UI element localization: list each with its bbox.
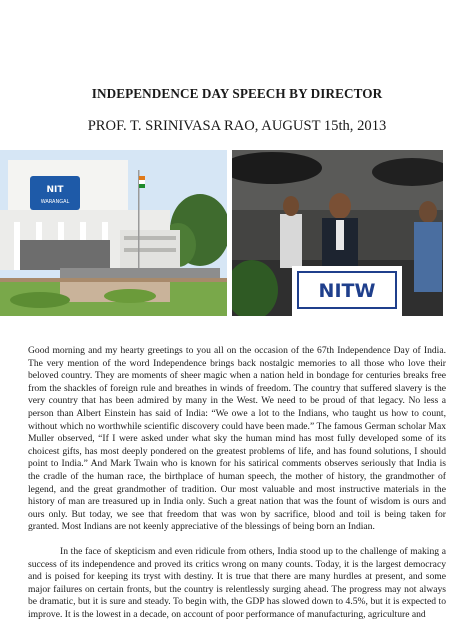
campus-building-photo bbox=[0, 150, 227, 316]
speech-paragraph-2: In the face of skepticism and even ridicule from others, India stood up to the challenge of making a success of its independence and proved its critics wrong on many counts. Today, it is the largest democracy and is poised for keeping its tryst with destiny. It is true that there are many hurdles at present, and some major failures on certain fronts, but the country is relentlessly surging ahead. The progress may not always be dramatic, but it is sure and steady. To begin with, the GDP has slowed down to 4.5%, but it is expected to improve. It is the lowest in a decade, on account of poor performance of manufacturing, agriculture and bbox=[28, 545, 446, 620]
speech-paragraph-1: Good morning and my hearty greetings to you all on the occasion of the 67th Independence Day of India. The very mention of the word Independence brings back nostalgic memories to all those who love their beloved country. They are moments of sheer magic when a nation held in bondage for centuries breaks free from the shackles of foreign rule and breathes in winds of freedom. The country that suffered slavery is the very country that has been admired by many in the West. We need to be proud of that legacy. No less a person than Albert Einstein has said of India: “We owe a lot to the Indians, who taught us how to count, without which no worthwhile scientific discovery could have been made.” The famous German scholar Max Muller observed, “If I were asked under what sky the human mind has most fully developed some of its choicest gifts, has most deeply pondered on the greatest problems of life, and has found solutions, I should point to India.” And Mark Twain who is known for his satirical comments observes seriously that India is the cradle of the human race, the birthplace of human speech, the mother of history, the grandmother of legend, and the great grandmother of tradition. Our most valuable and most instructive materials in the history of man are treasured up in India only. Such a great nation that was the fount of wisdom is ours and ours only. But today, we see that freedom that was won by sacrifice, blood and toil is being taken for granted. Most Indians are not keenly appreciative of the blessings of being born an Indian. bbox=[28, 345, 446, 533]
document-title: INDEPENDENCE DAY SPEECH BY DIRECTOR bbox=[91, 86, 383, 101]
building-sign-text: NIT bbox=[46, 185, 64, 195]
speech-body bbox=[28, 345, 446, 621]
podium-sign-text: NITW bbox=[318, 280, 376, 302]
document-subtitle: PROF. T. SRINIVASA RAO, AUGUST 15th, 2013 bbox=[87, 118, 387, 134]
director-speech-photo bbox=[232, 150, 443, 316]
building-sign-subtext: WARANGAL bbox=[40, 199, 70, 205]
